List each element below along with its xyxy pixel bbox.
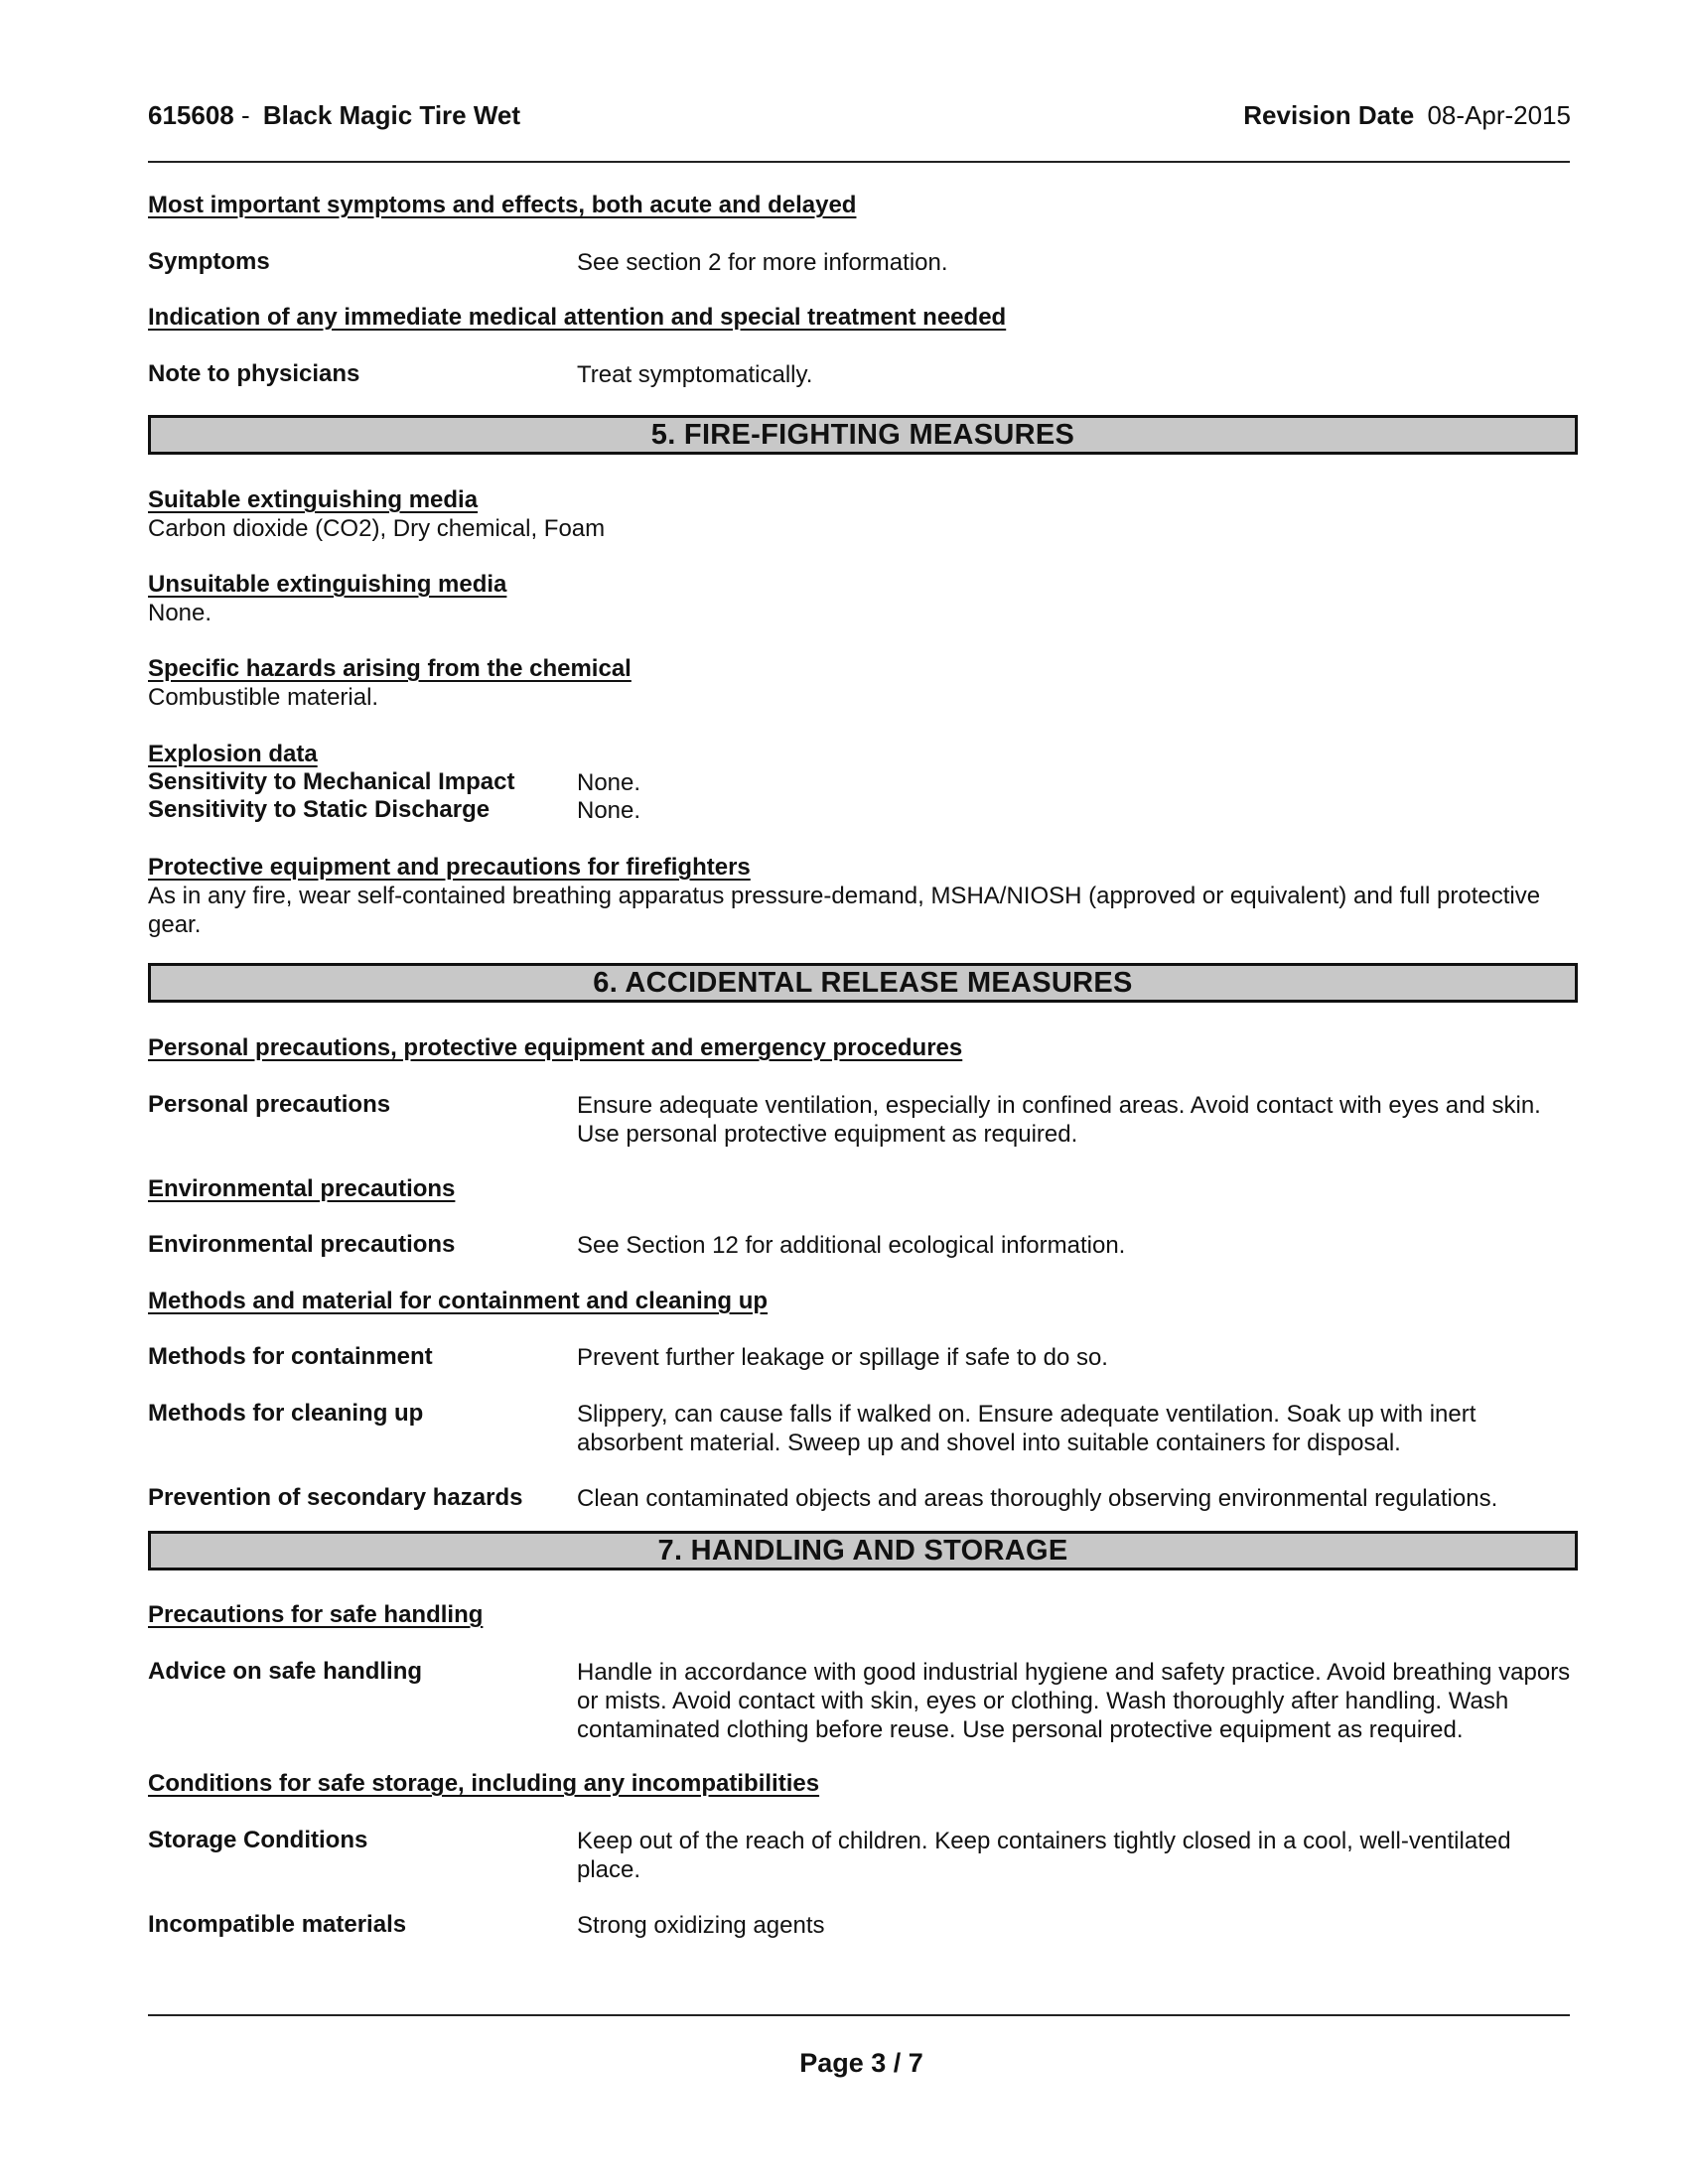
document-header-right bbox=[1243, 101, 1571, 129]
product-code: 615608 bbox=[148, 100, 234, 130]
symptoms-heading: Most important symptoms and effects, both acute and delayed bbox=[148, 192, 857, 218]
specific-hazards-value: Combustible material. bbox=[148, 684, 379, 711]
environmental-precautions-value: See Section 12 for additional ecological information. bbox=[577, 1232, 1126, 1259]
safe-storage-heading: Conditions for safe storage, including any incompatibilities bbox=[148, 1770, 820, 1797]
secondary-hazards-label: Prevention of secondary hazards bbox=[148, 1484, 523, 1511]
containment-cleaning-heading: Methods and material for containment and cleaning up bbox=[148, 1288, 769, 1314]
page-label: Page bbox=[799, 2048, 864, 2078]
section-7-title: 7. HANDLING AND STORAGE bbox=[148, 1531, 1578, 1570]
symptoms-value: See section 2 for more information. bbox=[577, 249, 948, 276]
header-rule bbox=[148, 161, 1570, 163]
page-number bbox=[0, 2047, 1688, 2079]
physicians-value: Treat symptomatically. bbox=[577, 361, 813, 388]
personal-precautions-value: Ensure adequate ventilation, especially in confined areas. Avoid contact with eyes and skin. Use personal protective equipment as required. bbox=[577, 1092, 1541, 1148]
unsuitable-media-heading: Unsuitable extinguishing media bbox=[148, 571, 507, 598]
incompatible-materials-label: Incompatible materials bbox=[148, 1911, 407, 1938]
personal-precautions-label: Personal precautions bbox=[148, 1091, 391, 1118]
mechanical-impact-label: Sensitivity to Mechanical Impact bbox=[148, 768, 515, 795]
section-5-title: 5. FIRE-FIGHTING MEASURES bbox=[148, 415, 1578, 455]
environmental-precautions-label: Environmental precautions bbox=[148, 1231, 456, 1258]
secondary-hazards-value: Clean contaminated objects and areas thoroughly observing environmental regulations. bbox=[577, 1485, 1498, 1512]
suitable-media-heading: Suitable extinguishing media bbox=[148, 486, 479, 513]
header-separator: - bbox=[241, 100, 250, 130]
document-header-left bbox=[148, 101, 520, 129]
product-name: Black Magic Tire Wet bbox=[262, 100, 521, 130]
mechanical-impact-value: None. bbox=[577, 769, 641, 796]
safe-handling-advice-label: Advice on safe handling bbox=[148, 1658, 423, 1685]
revision-date-value: 08-Apr-2015 bbox=[1427, 100, 1571, 130]
safe-handling-advice-value: Handle in accordance with good industrial hygiene and safety practice. Avoid breathing vapors or mists. Avoid contact with skin, eyes or clothing. Wash thoroughly after handling. Wash contaminated clothing before reuse. Use personal protective equipment as required. bbox=[577, 1659, 1571, 1743]
symptoms-label: Symptoms bbox=[148, 248, 270, 275]
specific-hazards-heading: Specific hazards arising from the chemical bbox=[148, 655, 632, 682]
protective-equipment-heading: Protective equipment and precautions for firefighters bbox=[148, 854, 751, 881]
unsuitable-media-value: None. bbox=[148, 600, 212, 626]
explosion-data-heading: Explosion data bbox=[148, 741, 318, 767]
suitable-media-value: Carbon dioxide (CO2), Dry chemical, Foam bbox=[148, 515, 606, 542]
personal-precautions-heading: Personal precautions, protective equipment and emergency procedures bbox=[148, 1034, 963, 1061]
revision-date-label: Revision Date bbox=[1243, 100, 1415, 130]
incompatible-materials-value: Strong oxidizing agents bbox=[577, 1912, 825, 1939]
protective-equipment-value: As in any fire, wear self-contained breathing apparatus pressure-demand, MSHA/NIOSH (approved or equivalent) and full protective gear. bbox=[148, 883, 1541, 938]
footer-rule bbox=[148, 2014, 1570, 2016]
static-discharge-label: Sensitivity to Static Discharge bbox=[148, 796, 491, 823]
containment-label: Methods for containment bbox=[148, 1343, 433, 1370]
page-count: 3 / 7 bbox=[871, 2048, 923, 2078]
physicians-label: Note to physicians bbox=[148, 360, 360, 387]
storage-conditions-label: Storage Conditions bbox=[148, 1827, 368, 1853]
safe-handling-heading: Precautions for safe handling bbox=[148, 1601, 484, 1628]
environmental-precautions-heading: Environmental precautions bbox=[148, 1175, 456, 1202]
storage-conditions-value: Keep out of the reach of children. Keep containers tightly closed in a cool, well-ventilated place. bbox=[577, 1828, 1511, 1883]
containment-value: Prevent further leakage or spillage if safe to do so. bbox=[577, 1344, 1108, 1371]
medical-attention-heading: Indication of any immediate medical attention and special treatment needed bbox=[148, 304, 1007, 331]
section-6-title: 6. ACCIDENTAL RELEASE MEASURES bbox=[148, 963, 1578, 1003]
static-discharge-value: None. bbox=[577, 797, 641, 824]
cleaning-up-value: Slippery, can cause falls if walked on. Ensure adequate ventilation. Soak up with inert absorbent material. Sweep up and shovel into suitable containers for disposal. bbox=[577, 1401, 1477, 1456]
cleaning-up-label: Methods for cleaning up bbox=[148, 1400, 424, 1427]
